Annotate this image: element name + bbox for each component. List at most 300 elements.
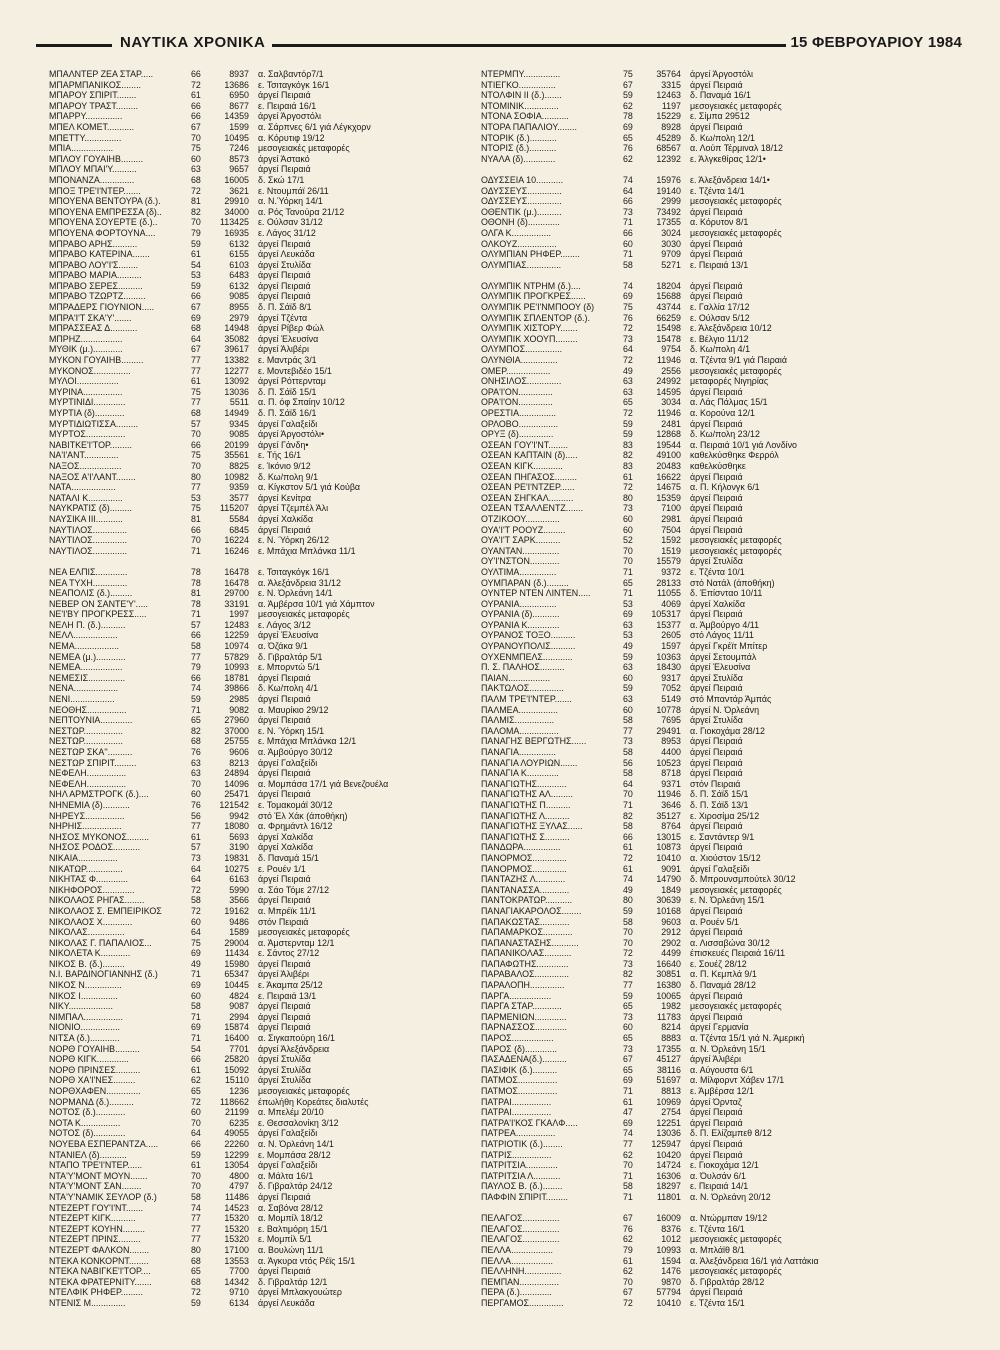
ship-name: ΝΕ'Ι'ΒΥ ΠΡΟΓΚΡΕΣΣ..... xyxy=(49,609,147,620)
ship-row xyxy=(49,1044,504,1055)
ship-status: ε. Χιροσίμα 25/12 xyxy=(690,810,760,821)
ship-row xyxy=(481,821,936,832)
build-year: 74 xyxy=(191,1202,201,1213)
tonnage: 11783 xyxy=(656,1011,681,1022)
build-year: 71 xyxy=(191,1033,201,1044)
ship-status: ε. Άλεξάνδρεια 14/1• xyxy=(690,174,770,185)
ship-row xyxy=(49,1107,504,1118)
ship-name: ΟΛΥΜΠΙΚ ΡΕ'Ι'ΝΜΠΟΟΥ (δ) xyxy=(481,302,595,313)
ship-name: ΝΤΕΚΑ ΚΟΝΚΟΡΝΤ........ xyxy=(49,1255,149,1266)
ship-row xyxy=(481,705,936,716)
ship-name: ΜΠΡΑΒΟ ΣΕΡΕΣ.......... xyxy=(49,280,143,291)
ship-name: ΠΑΠΑΦΩΤΗΣ............. xyxy=(481,958,569,969)
tonnage: 10168 xyxy=(656,905,681,916)
build-year: 72 xyxy=(623,482,633,493)
build-year: 64 xyxy=(191,927,201,938)
build-year: 61 xyxy=(623,1255,633,1266)
ship-name: ΝΕΝΑ.................. xyxy=(49,683,119,694)
ship-name: ΝΤΟΡΙΣ (δ.)........... xyxy=(481,143,557,154)
ship-row xyxy=(481,832,936,843)
tonnage: 29004 xyxy=(224,937,249,948)
build-year: 69 xyxy=(191,948,201,959)
ship-status: ε. Μομπάσα 28/12 xyxy=(258,1149,331,1160)
tonnage: 105317 xyxy=(651,609,681,620)
ship-status: άργεί Ρόττερνταμ xyxy=(258,376,326,387)
build-year: 63 xyxy=(623,376,633,387)
ship-status: άργεί Στυλίδα xyxy=(258,259,311,270)
ship-name: ΟΣΕΑΝ ΠΗΓΑΣΟΣ......... xyxy=(481,471,577,482)
build-year: 52 xyxy=(623,535,633,546)
ship-status: άργεί Άλιβέρι xyxy=(690,1054,741,1065)
ship-row xyxy=(49,1245,504,1256)
ship-status: άργεί Σετουμπάλ xyxy=(690,651,757,662)
ship-list-right-column xyxy=(481,69,936,1308)
ship-name: ΜΥΡΤΟΣ................ xyxy=(49,429,126,440)
ship-name: ΠΑΚΤΩΛΟΣ.............. xyxy=(481,683,564,694)
build-year: 72 xyxy=(623,852,633,863)
ship-status: άργεί Άργοστόλι• xyxy=(258,429,325,440)
ship-status: άργεί Πειραιά xyxy=(258,291,311,302)
build-year: 66 xyxy=(191,100,201,111)
ship-row xyxy=(49,1287,504,1298)
ship-status: μεσογειακές μεταφορές xyxy=(258,143,350,154)
ship-status: ε. Σάντος 27/12 xyxy=(258,948,320,959)
tonnage: 9870 xyxy=(661,1276,681,1287)
ship-name: ΝΤΟΛΦΙΝ ΙΙ (δ.)....... xyxy=(481,90,562,101)
ship-status: άργεί Γκρέϊτ Μπίτερ xyxy=(690,641,768,652)
build-year: 71 xyxy=(191,1011,201,1022)
ship-row xyxy=(481,959,936,970)
tonnage: 16224 xyxy=(224,535,249,546)
ship-status: ε. Άμβέρσα 12/1 xyxy=(690,1086,754,1096)
tonnage: 16478 xyxy=(224,577,249,588)
tonnage: 7695 xyxy=(661,715,681,726)
ship-name: ΠΑΠΑΝΑΣΤΑΣΗΣ........... xyxy=(481,937,579,948)
ship-row xyxy=(49,1213,504,1224)
tonnage: 8813 xyxy=(661,1086,681,1096)
build-year: 77 xyxy=(191,482,201,493)
ship-status: έπωλήθη Κορεάτες διαλυτές xyxy=(258,1096,369,1107)
tonnage: 9603 xyxy=(661,916,681,927)
ship-row xyxy=(481,652,936,663)
build-year: 61 xyxy=(623,1096,633,1107)
build-year: 59 xyxy=(191,1297,201,1308)
ship-row xyxy=(481,673,936,684)
ship-status: άργεί Στυλίδα xyxy=(690,672,743,683)
ship-row xyxy=(481,196,936,207)
tonnage: 5511 xyxy=(229,397,249,408)
ship-row xyxy=(481,747,936,758)
ship-name: ΟΥΡΑΝΟΣ ΤΟΞΟ.......... xyxy=(481,630,576,641)
build-year: 58 xyxy=(623,747,633,757)
ship-name: ΠΑΤΡΑ'Ι'ΚΟΣ ΓΚΑΛΦ..... xyxy=(481,1117,578,1128)
ship-row xyxy=(49,1022,504,1033)
ship-name: ΝΑΞΟΣ................. xyxy=(49,460,122,471)
ship-row xyxy=(481,980,936,991)
build-year: 71 xyxy=(623,217,633,228)
ship-name: ΝΕΑΠΟΛΙΣ (δ.)......... xyxy=(49,588,133,599)
ship-status: α. Άμβέρσα 10/1 γιά Χάμπτον xyxy=(258,598,375,609)
ship-row xyxy=(481,535,936,546)
tonnage: 4499 xyxy=(661,948,681,959)
ship-name: ΠΑΝΑΓΙΩΤΗΣ ΑΛ......... xyxy=(481,789,573,800)
ship-row xyxy=(49,313,504,324)
build-year: 79 xyxy=(191,662,201,673)
ship-row xyxy=(49,387,504,398)
tonnage: 2985 xyxy=(229,694,249,705)
ship-status: άργεί Πειραιά xyxy=(258,1022,311,1033)
ship-status: α. Βουλώνη 11/1 xyxy=(258,1244,324,1255)
build-year: 70 xyxy=(623,1276,633,1287)
tonnage: 8573 xyxy=(229,153,249,164)
ship-row xyxy=(49,260,504,271)
ship-row xyxy=(49,1192,504,1203)
ship-name: ΝΕΠΤΟΥΝΙΑ............. xyxy=(49,715,133,726)
ship-name: ΝΕΑ ΕΛΠΙΣ............. xyxy=(49,566,128,577)
ship-row xyxy=(49,895,504,906)
ship-status: ε. Μπορντώ 5/1 xyxy=(258,662,320,673)
ship-row xyxy=(481,376,936,387)
tonnage: 68567 xyxy=(656,143,681,154)
build-year: 61 xyxy=(191,376,201,387)
ship-row xyxy=(49,1033,504,1044)
build-year: 70 xyxy=(191,778,201,789)
tonnage: 18430 xyxy=(656,662,681,673)
ship-name: ΝΟΡΘ ΧΑ'Ι'ΝΕΣ......... xyxy=(49,1075,136,1086)
ship-row xyxy=(49,80,504,91)
tonnage: 15874 xyxy=(224,1022,249,1033)
ship-status: μεσογειακές μεταφορές xyxy=(258,927,350,938)
tonnage: 19831 xyxy=(224,852,249,863)
tonnage: 7700 xyxy=(229,1266,249,1277)
ship-name: ΝΕΜΕΣΙΣ............... xyxy=(49,672,126,683)
build-year: 71 xyxy=(623,1191,633,1202)
ship-name: ΠΕΡΓΑΜΟΣ.............. xyxy=(481,1297,564,1308)
tonnage: 12259 xyxy=(224,630,249,641)
ship-name: ΟΜΕΡ.................. xyxy=(481,365,551,376)
ship-status: στόν Πειραιά xyxy=(690,778,741,789)
tonnage: 1597 xyxy=(661,641,681,652)
ship-status: άργεί Πειραιά xyxy=(258,715,311,726)
ship-row xyxy=(49,429,504,440)
ship-status: δ. Κω/πολη 9/1 xyxy=(258,471,319,482)
tonnage: 9345 xyxy=(229,418,249,429)
ship-status: α. Ν. Όρλεάνη 15/1 xyxy=(690,1043,766,1054)
build-year: 82 xyxy=(191,206,201,217)
ship-status: ε. Πειραιά 14/1 xyxy=(690,1181,749,1192)
ship-name: ΝΤΕΖΕΡΤ ΚΟΥΗΝ......... xyxy=(49,1223,145,1234)
ship-status: άργεί Γαλαξείδι xyxy=(258,757,318,768)
ship-row xyxy=(481,122,936,133)
build-year: 53 xyxy=(191,270,201,281)
tonnage: 14948 xyxy=(224,323,249,334)
ship-row xyxy=(49,482,504,493)
build-year: 62 xyxy=(623,153,633,164)
ship-status: ε. Τζέντα 16/1 xyxy=(690,1223,745,1234)
ship-status: άργεί Άργοστόλι xyxy=(690,69,754,79)
tonnage: 121542 xyxy=(219,799,249,810)
ship-row xyxy=(481,1075,936,1086)
build-year: 76 xyxy=(623,1223,633,1234)
ship-name: ΟΥΡΑΝΙΑ (δ)........... xyxy=(481,609,560,620)
build-year: 59 xyxy=(191,1149,201,1160)
build-year: 70 xyxy=(623,545,633,556)
ship-name: ΝΟΡΘ ΓΟΥΑΙΗΒ.......... xyxy=(49,1043,140,1054)
build-year: 59 xyxy=(623,418,633,429)
ship-name: ΜΥΡΤΙΑ (δ)............ xyxy=(49,408,125,418)
build-year: 64 xyxy=(623,778,633,789)
tonnage: 2902 xyxy=(661,937,681,948)
build-year: 65 xyxy=(623,1033,633,1044)
ship-name: ΝΤΕΖΕΡΤ ΓΟΥ'Ι'ΝΤ....... xyxy=(49,1202,144,1213)
ship-name: ΝΙΚΑΙΑ................ xyxy=(49,852,118,863)
build-year: 61 xyxy=(191,831,201,842)
build-year: 66 xyxy=(623,196,633,207)
ship-status: άργεί Πειραιά xyxy=(690,79,743,90)
build-year: 77 xyxy=(623,980,633,991)
build-year: 83 xyxy=(623,439,633,450)
ship-row xyxy=(49,270,504,281)
build-year: 72 xyxy=(623,408,633,418)
tonnage: 9657 xyxy=(229,164,249,175)
ship-name: ΝΗΣΟΣ ΡΟΔΟΣ........... xyxy=(49,842,141,853)
ship-row xyxy=(481,1107,936,1118)
group-spacer xyxy=(481,164,936,175)
ship-row xyxy=(481,895,936,906)
tonnage: 14724 xyxy=(656,1160,681,1171)
ship-row xyxy=(49,832,504,843)
tonnage: 15688 xyxy=(656,291,681,302)
ship-name: ΠΑΝΟΡΜΟΣ.............. xyxy=(481,863,567,874)
ship-status: ε. Σουέζ 28/12 xyxy=(690,958,747,969)
ship-name: ΟΛΥΜΠΙΑΝ ΡΗΦΕΡ........ xyxy=(481,249,580,260)
build-year: 70 xyxy=(191,1181,201,1192)
ship-row xyxy=(481,853,936,864)
ship-row xyxy=(481,1086,936,1097)
ship-status: α. Σαβόνα 28/12 xyxy=(258,1202,323,1213)
ship-status: άργεί Στυλίδα xyxy=(258,1054,311,1065)
ship-name: ΠΑΛΜ ΤΡΕ'Ι'ΝΤΕΡ....... xyxy=(481,694,572,705)
tonnage: 3024 xyxy=(661,227,681,238)
tonnage: 3315 xyxy=(661,79,681,90)
ship-status: άργεί Ρίβερ Φώλ xyxy=(258,323,324,334)
ship-status: άργεί Πειραιά xyxy=(258,874,311,885)
ship-row xyxy=(49,1266,504,1277)
tonnage: 125947 xyxy=(651,1138,681,1149)
build-year: 58 xyxy=(191,1191,201,1202)
tonnage: 9082 xyxy=(229,704,249,715)
ship-status: άργεί Πειραιά xyxy=(258,694,311,705)
build-year: 70 xyxy=(191,460,201,471)
ship-status: α. Μπρέϊκ 11/1 xyxy=(258,905,317,916)
tonnage: 1519 xyxy=(661,545,681,556)
build-year: 72 xyxy=(191,1096,201,1107)
tonnage: 7100 xyxy=(661,503,681,514)
ship-row xyxy=(49,207,504,218)
ship-status: ε. Ν. Ύόρκη 15/1 xyxy=(258,725,325,736)
ship-status: ε. Ντουμπάϊ 26/11 xyxy=(258,185,329,196)
tonnage: 9372 xyxy=(661,566,681,577)
tonnage: 15092 xyxy=(224,1064,249,1075)
tonnage: 3646 xyxy=(661,799,681,810)
ship-status: α. Μαυρίκιο 29/12 xyxy=(258,704,329,715)
build-year: 77 xyxy=(191,365,201,376)
ship-name: ΟΡΕΣΤΙΑ............... xyxy=(481,408,557,418)
build-year: 66 xyxy=(191,630,201,641)
ship-row xyxy=(481,133,936,144)
ship-status: άργεί Πειραιά xyxy=(690,524,743,535)
ship-status: άργεί Πειραιά xyxy=(690,747,743,757)
ship-row xyxy=(481,726,936,737)
build-year: 62 xyxy=(623,1266,633,1277)
ship-status: άργεί Όρνταζ xyxy=(690,1096,742,1107)
ship-row xyxy=(49,69,504,80)
ship-name: ΝΤΕΡΜΠΥ............... xyxy=(481,69,561,79)
tonnage: 18204 xyxy=(656,280,681,291)
ship-name: ΠΑΝΟΡΜΟΣ.............. xyxy=(481,852,567,863)
ship-name: ΜΠΑΡΡΥ............... xyxy=(49,111,123,122)
tonnage: 13092 xyxy=(224,376,249,387)
build-year: 60 xyxy=(191,990,201,1001)
ship-row xyxy=(481,503,936,514)
ship-row xyxy=(481,1097,936,1108)
ship-status: ε. Πειραιά 13/1 xyxy=(258,990,317,1001)
ship-name: ΜΥΚΟΝΟΣ............... xyxy=(49,365,131,376)
ship-status: καθελκύσθηκε xyxy=(690,460,746,471)
ship-row xyxy=(481,768,936,779)
ship-name: ΝΕΣΤΩΡ................ xyxy=(49,736,123,747)
build-year: 71 xyxy=(191,545,201,556)
ship-row xyxy=(49,302,504,313)
build-year: 77 xyxy=(623,1138,633,1149)
ship-name: ΜΠΑΛΝΤΕΡ ΖΕΑ ΣΤΑΡ..... xyxy=(49,69,154,79)
ship-row xyxy=(49,588,504,599)
ship-row xyxy=(49,111,504,122)
ship-row xyxy=(49,344,504,355)
ship-name: ΝΕΛΗ Π. (δ.).......... xyxy=(49,619,126,630)
ship-name: ΠΑΤΡΙΣ................ xyxy=(481,1149,552,1160)
build-year: 60 xyxy=(623,672,633,683)
group-spacer xyxy=(49,556,504,567)
ship-name: ΜΠΡΑΒΟ ΜΑΡΙΑ.......... xyxy=(49,270,142,281)
tonnage: 8825 xyxy=(229,460,249,471)
ship-name: ΠΑΣΙΦΙΚ (δ.).......... xyxy=(481,1064,558,1075)
tonnage: 14790 xyxy=(656,874,681,885)
ship-row xyxy=(481,493,936,504)
ship-name: ΠΑΤΡΙΟΤΙΚ (δ.)........ xyxy=(481,1138,563,1149)
ship-name: ΝΙΚΟΛΕΤΑ Κ............ xyxy=(49,948,131,959)
ship-row xyxy=(49,842,504,853)
tonnage: 4069 xyxy=(661,598,681,609)
ship-name: ΜΠΡΑ'Ι'Τ ΣΚΑ'Υ'....... xyxy=(49,312,132,323)
ship-status: δ. Π. Σάϊδ 15/1 xyxy=(258,386,317,397)
build-year: 78 xyxy=(191,566,201,577)
ship-status: ε. Ούλσαν 5/12 xyxy=(690,312,750,323)
tonnage: 115207 xyxy=(220,503,249,514)
ship-name: ΝΤΑ'Υ'ΜΟΝΤ ΣΑΝ........ xyxy=(49,1181,142,1192)
ship-status: α. Κόρυτιφ 19/12 xyxy=(258,132,325,143)
ship-name: ΟΛΥΜΠΙΚ ΧΟΟΥΠ......... xyxy=(481,333,578,344)
ship-name: ΝΗΣΟΣ ΜΥΚΟΝΟΣ......... xyxy=(49,831,150,842)
ship-row xyxy=(481,344,936,355)
tonnage: 5990 xyxy=(229,884,249,895)
tonnage: 9085 xyxy=(229,291,249,302)
ship-name: ΠΑΝΑΓΙΑ ΛΟΥΡΙΩΝ....... xyxy=(481,757,578,768)
ship-row xyxy=(481,1118,936,1129)
ship-status: άργεί Άστακό xyxy=(258,153,310,164)
ship-status: δ. Κω/πολη 4/1 xyxy=(690,344,751,355)
build-year: 67 xyxy=(623,79,633,90)
tonnage: 39617 xyxy=(224,344,249,355)
tonnage: 2994 xyxy=(229,1011,249,1022)
ship-name: ΟΡΥΞ (δ).............. xyxy=(481,429,554,440)
build-year: 71 xyxy=(623,799,633,810)
publication-title: ΝΑΥΤΙΚΑ ΧΡΟΝΙΚΑ xyxy=(120,34,266,51)
tonnage: 9710 xyxy=(229,1287,249,1298)
tonnage: 10065 xyxy=(656,990,681,1001)
build-year: 72 xyxy=(623,323,633,334)
build-year: 49 xyxy=(623,365,633,376)
tonnage: 13686 xyxy=(224,79,249,90)
tonnage: 3190 xyxy=(229,842,249,853)
ship-status: δ. Κω/πολη 4/1 xyxy=(258,683,319,694)
tonnage: 14523 xyxy=(224,1202,249,1213)
tonnage: 1236 xyxy=(229,1086,249,1096)
ship-name: ΠΑΠΑΝΙΚΟΛΑΣ........... xyxy=(481,948,572,959)
ship-name: ΜΥΘΙΚ (μ.)............ xyxy=(49,344,123,355)
build-year: 71 xyxy=(191,609,201,620)
ship-status: άργεί Χαλκίδα xyxy=(690,598,745,609)
ship-name: ΝΙΚΟΛΑΟΣ ΡΗΓΑΣ........ xyxy=(49,895,145,906)
tonnage: 39866 xyxy=(224,683,249,694)
ship-name: ΜΠΡΑΣΣΕΑΣ Δ........... xyxy=(49,323,138,334)
ship-name: ΝΕΦΕΛΗ................ xyxy=(49,768,127,779)
ship-row xyxy=(481,811,936,822)
tonnage: 7246 xyxy=(229,143,249,154)
tonnage: 4800 xyxy=(229,1170,249,1181)
tonnage: 10420 xyxy=(656,1149,681,1160)
build-year: 76 xyxy=(623,143,633,154)
tonnage: 3034 xyxy=(661,397,681,408)
ship-status: δ. Κω/πολη 12/1 xyxy=(690,132,755,143)
ship-row xyxy=(481,1287,936,1298)
tonnage: 14949 xyxy=(224,408,249,418)
ship-status: μεσογειακές μεταφορές xyxy=(690,535,782,546)
ship-name: ΟΥΑ'Ι'Τ ΡΟΟΥΖ......... xyxy=(481,524,566,535)
ship-status: δ. Παναμά 16/1 xyxy=(690,90,751,101)
ship-name: ΝΟΡΘ ΠΡΙΝΣΕΣ.......... xyxy=(49,1064,141,1075)
tonnage: 3566 xyxy=(229,895,249,906)
ship-status: άργεί Πειραιά xyxy=(690,1107,743,1118)
ship-name: ΠΑΝΑΓΙΑ Κ............. xyxy=(481,768,559,779)
ship-name: ΝΕΛΛ.................. xyxy=(49,630,118,641)
build-year: 58 xyxy=(191,641,201,652)
ship-name: ΝΙΚΗΤΑΣ Φ............. xyxy=(49,874,128,885)
tonnage: 2481 xyxy=(661,418,681,429)
build-year: 78 xyxy=(191,598,201,609)
ship-status: στό Νατάλ (άποθήκη) xyxy=(690,577,775,588)
ship-name: ΟΛΚΟΥΖ................ xyxy=(481,238,557,249)
ship-row xyxy=(481,366,936,377)
ship-name: ΜΥΛΟΙ................. xyxy=(49,376,119,387)
ship-status: ε. Ν. Όρλεάνη 14/1 xyxy=(258,588,333,599)
tonnage: 16935 xyxy=(224,227,249,238)
ship-row xyxy=(49,1001,504,1012)
tonnage: 15359 xyxy=(656,492,681,503)
build-year: 73 xyxy=(191,852,201,863)
ship-status: άργεί Λευκάδα xyxy=(258,1297,315,1308)
build-year: 59 xyxy=(191,694,201,705)
